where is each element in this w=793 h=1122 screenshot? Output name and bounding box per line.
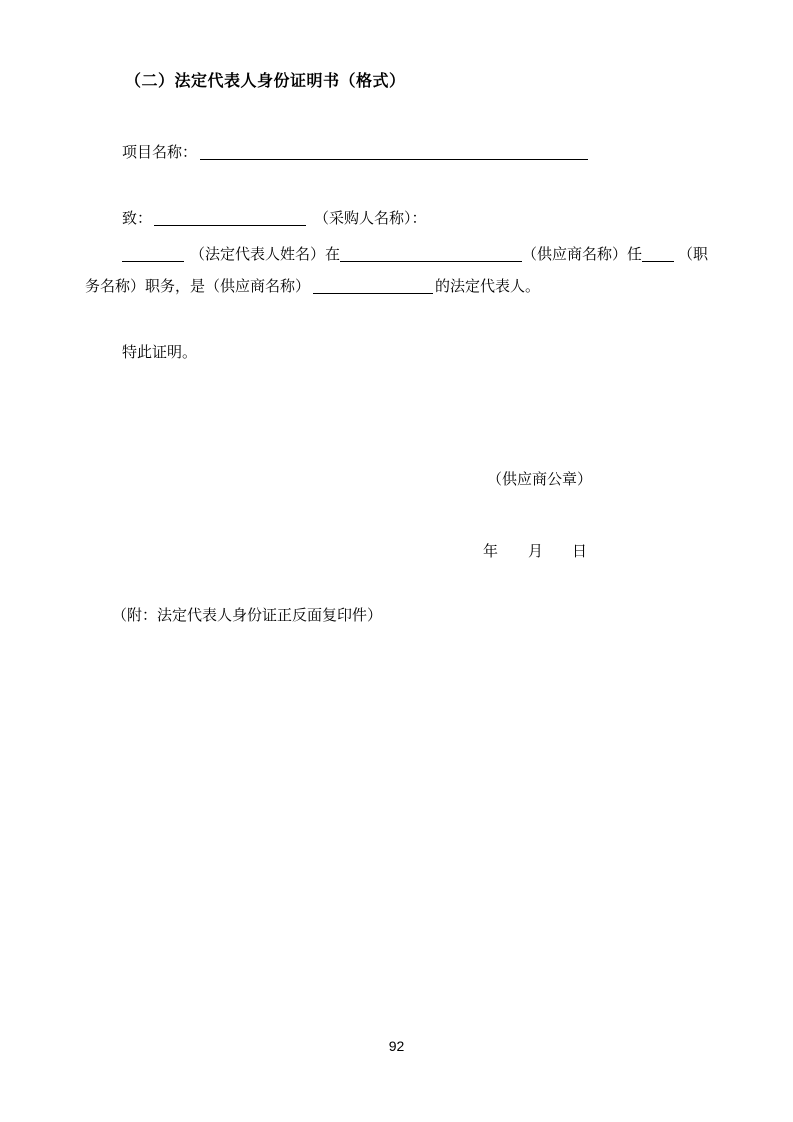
month-label: 月 bbox=[528, 544, 544, 560]
legal-rep-paragraph-line1 bbox=[122, 245, 708, 265]
recipient-label: 致： bbox=[122, 211, 153, 227]
purchaser-name-blank-field bbox=[154, 209, 306, 226]
attachment-note: （附：法定代表人身份证正反面复印件） bbox=[112, 608, 383, 624]
supplier-name-blank-field bbox=[340, 245, 522, 262]
job-title-note-open: （职 bbox=[678, 247, 709, 263]
legal-rep-name-blank-field bbox=[122, 245, 184, 262]
supplier-name-note: （供应商名称）任 bbox=[522, 247, 643, 263]
project-name-label: 项目名称： bbox=[122, 145, 198, 161]
supplier-seal-note: （供应商公章） bbox=[487, 472, 593, 488]
recipient-line bbox=[122, 209, 427, 229]
page-number: 92 bbox=[388, 1038, 405, 1054]
year-label: 年 bbox=[483, 544, 499, 560]
legal-rep-statement: 的法定代表人。 bbox=[435, 279, 541, 295]
day-label: 日 bbox=[572, 544, 588, 560]
legal-rep-name-note: （法定代表人姓名）在 bbox=[190, 247, 341, 263]
project-name-line bbox=[122, 143, 588, 163]
project-name-blank-field bbox=[200, 143, 588, 160]
supplier-name-blank-field-2 bbox=[313, 277, 433, 294]
job-title-note-continued: 务名称）职务，是（供应商名称） bbox=[85, 279, 311, 295]
document-heading: （二）法定代表人身份证明书（格式） bbox=[125, 73, 406, 90]
certify-statement: 特此证明。 bbox=[122, 345, 198, 361]
job-title-blank-field bbox=[642, 245, 674, 262]
legal-rep-paragraph-line2 bbox=[85, 277, 540, 297]
purchaser-name-note: （采购人名称）： bbox=[314, 211, 427, 227]
date-line bbox=[483, 542, 587, 562]
